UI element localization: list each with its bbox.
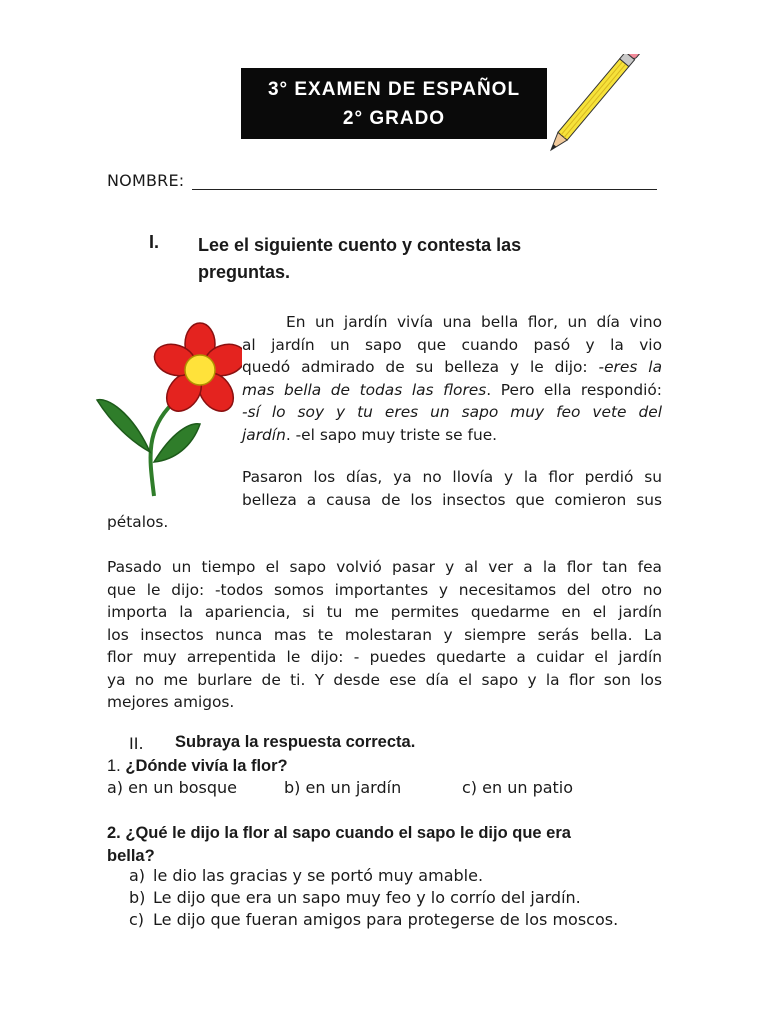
story-line: al jardín un sapo que cuando pasó y la vio xyxy=(242,335,662,354)
question-2-option-b[interactable] xyxy=(129,888,581,907)
exam-title: 3° EXAMEN DE ESPAÑOL xyxy=(267,79,521,100)
question-1 xyxy=(107,757,288,776)
option-text: Le dijo que era un sapo muy feo y lo corrío del jardín. xyxy=(153,888,581,907)
story-line: ya no me burlare de ti. Y desde ese día el sapo y la flor son los xyxy=(107,670,662,689)
question-2-option-a[interactable] xyxy=(129,866,483,885)
story-line: quedó admirado de su belleza y le dijo: -eres la xyxy=(242,358,662,376)
section2-number: II. xyxy=(129,734,144,753)
story-line: que le dijo: -todos somos importantes y necesitamos del otro no xyxy=(107,580,662,599)
story-line: En un jardín vivía una bella flor, un día vino xyxy=(286,313,662,331)
question-2 xyxy=(107,822,627,867)
question-2-option-c[interactable] xyxy=(129,910,618,929)
question-1-number: 1. xyxy=(107,757,121,775)
option-letter: b) xyxy=(129,888,146,907)
option-text: Le dijo que fueran amigos para protegerse de los moscos. xyxy=(153,910,619,929)
name-line[interactable] xyxy=(192,189,657,190)
option-letter: a) xyxy=(129,866,146,885)
section1-title: Lee el siguiente cuento y contesta las preguntas. xyxy=(198,235,522,282)
option-letter: c) xyxy=(129,910,145,929)
section2-title: Subraya la respuesta correcta. xyxy=(175,733,416,751)
name-label: NOMBRE: xyxy=(107,171,185,190)
question-2-line: bella? xyxy=(107,846,155,865)
story-line: Pasado un tiempo el sapo volvió pasar y al ver a la flor tan fea xyxy=(107,558,662,576)
exam-grade: 2° GRADO xyxy=(342,108,446,129)
story-line: jardín. -el sapo muy triste se fue. xyxy=(242,425,498,444)
pencil-icon xyxy=(545,54,653,154)
option-a[interactable]: a) en un bosque xyxy=(107,778,237,797)
story-line: importa la apariencia, si tu me permites quedarme en el jardín xyxy=(107,603,662,621)
question-1-text: ¿Dónde vivía la flor? xyxy=(125,757,288,775)
story-paragraph-1 xyxy=(242,311,662,446)
flower-illustration xyxy=(92,312,242,506)
story-paragraph-3 xyxy=(107,556,662,714)
question-2-text: ¿Qué le dijo la flor al sapo cuando el sapo le dijo que era xyxy=(125,824,571,842)
question-2-line xyxy=(107,822,627,845)
option-text: le dio las gracias y se portó muy amable. xyxy=(153,866,484,885)
story-line: Pasaron los días, ya no llovía y la flor perdió su xyxy=(242,468,662,486)
option-b[interactable]: b) en un jardín xyxy=(284,778,402,797)
story-line: belleza a causa de los insectos que comieron sus xyxy=(242,490,662,509)
section1-number: I. xyxy=(149,232,160,252)
option-c[interactable]: c) en un patio xyxy=(462,778,574,797)
exam-title-box xyxy=(241,68,547,139)
story-line: pétalos. xyxy=(107,513,169,531)
story-line: flor muy arrepentida le dijo: - puedes quedarte a cuidar el jardín xyxy=(107,648,662,666)
story-line: los insectos nunca mas te molestaran y siempre serás bella. La xyxy=(107,625,662,644)
story-line: mas bella de todas las flores. Pero ella respondió: xyxy=(242,380,662,399)
question-2-number: 2. xyxy=(107,824,121,842)
story-line: -sí lo soy y tu eres un sapo muy feo vete del xyxy=(242,403,662,421)
story-paragraph-2 xyxy=(242,466,662,511)
story-line: mejores amigos. xyxy=(107,693,235,711)
